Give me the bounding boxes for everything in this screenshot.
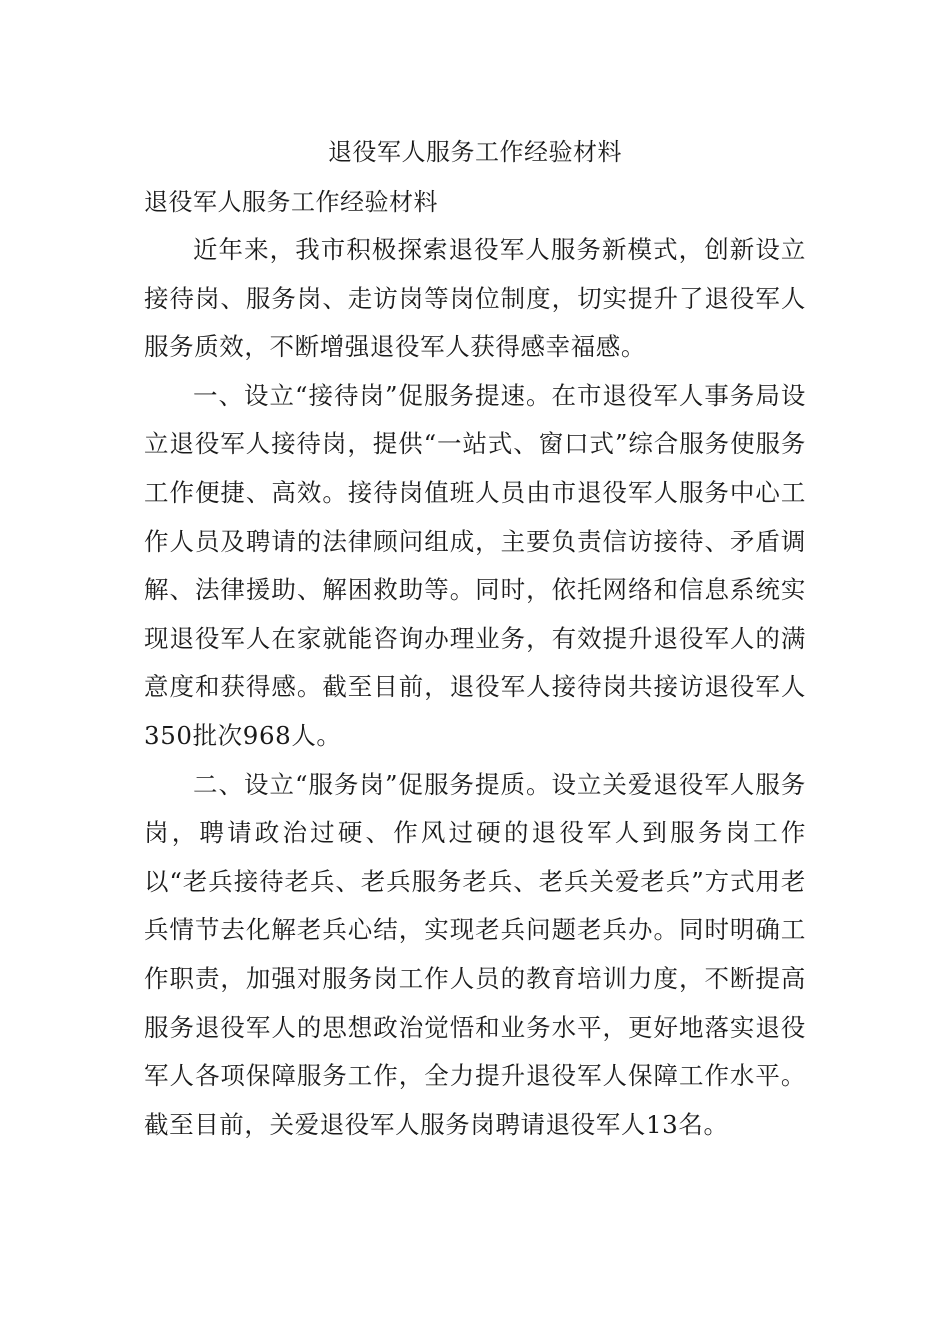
document-body: [144, 226, 806, 1149]
document-subtitle: 退役军人服务工作经验材料: [144, 188, 438, 216]
document-title: 退役军人服务工作经验材料: [328, 138, 622, 166]
paragraph-reception-post: 一、设立“接待岗”促服务提速。在市退役军人事务局设立退役军人接待岗，提供“一站式、窗口式”综合服务使服务工作便捷、高效。接待岗值班人员由市退役军人服务中心工作人员及聘请的法律顾问组成，主要负责信访接待、矛盾调解、法律援助、解困救助等。同时，依托网络和信息系统实现退役军人在家就能咨询办理业务，有效提升退役军人的满意度和获得感。截至目前，退役军人接待岗共接访退役军人350批次968人。: [144, 380, 806, 750]
paragraph-service-post: 二、设立“服务岗”促服务提质。设立关爱退役军人服务岗，聘请政治过硬、作风过硬的退役军人到服务岗工作以“老兵接待老兵、老兵服务老兵、老兵关爱老兵”方式用老兵情节去化解老兵心结，实现老兵问题老兵办。同时明确工作职责，加强对服务岗工作人员的教育培训力度，不断提高服务退役军人的思想政治觉悟和业务水平，更好地落实退役军人各项保障服务工作，全力提升退役军人保障工作水平。截至目前，关爱退役军人服务岗聘请退役军人13名。: [144, 769, 806, 1139]
paragraph-intro: 近年来，我市积极探索退役军人服务新模式，创新设立接待岗、服务岗、走访岗等岗位制度，切实提升了退役军人服务质效，不断增强退役军人获得感幸福感。: [144, 235, 806, 362]
